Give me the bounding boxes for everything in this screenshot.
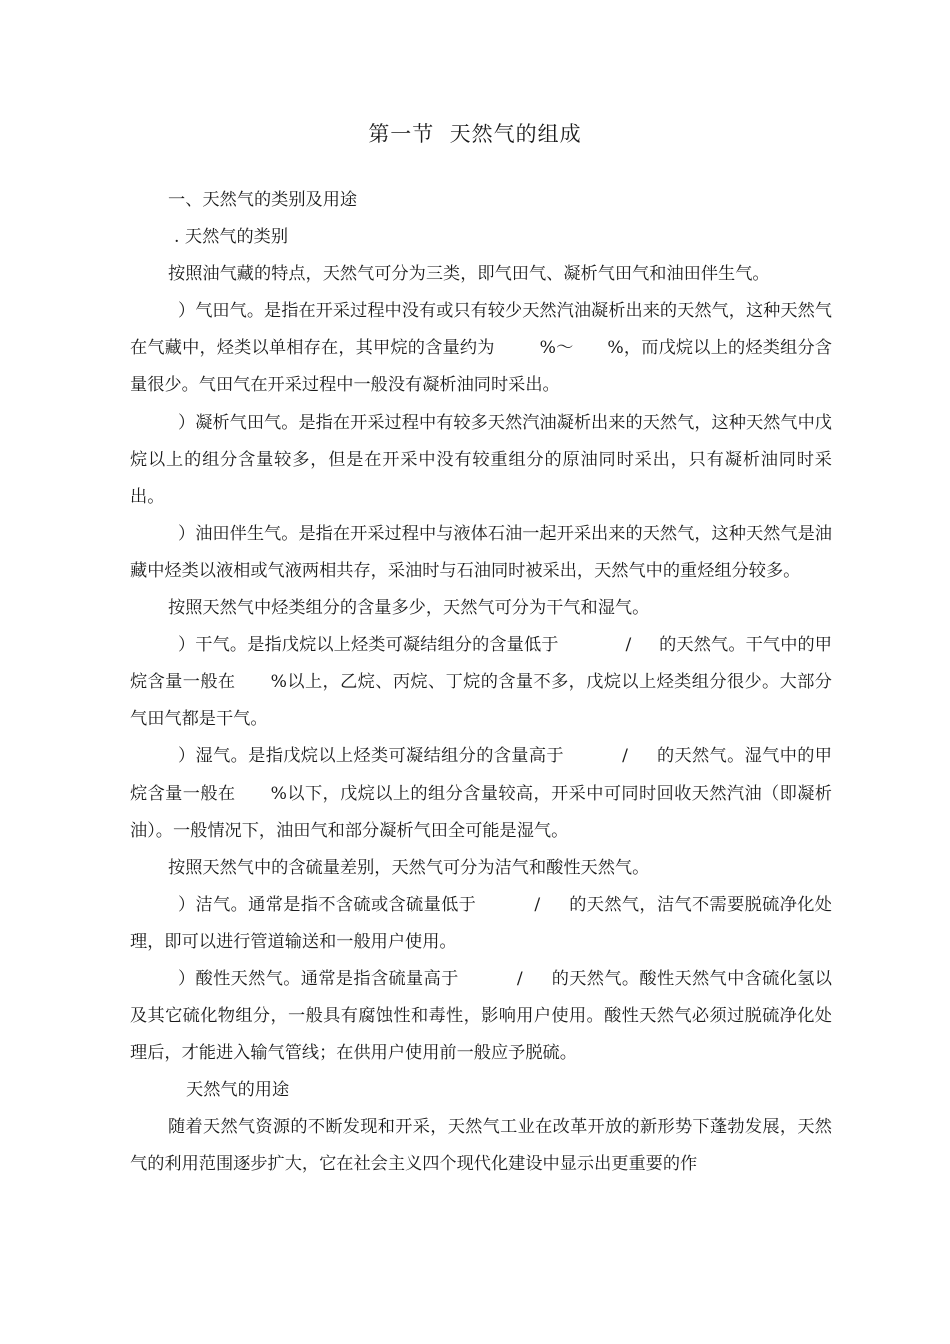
paragraph: 随着天然气资源的不断发现和开采，天然气工业在改革开放的新形势下蓬勃发展，天然气的利用范围逐步扩大，它在社会主义四个现代化建设中显示出更重要的作	[130, 1117, 832, 1175]
list-item: ）酸性天然气。通常是指含硫量高于 / 的天然气。酸性天然气中含硫化氢以及其它硫化物组分，一般具有腐蚀性和毒性，影响用户使用。酸性天然气必须过脱硫净化处理后，才能进入输气管线；在供用户使用前一般应予脱硫。	[130, 968, 832, 1064]
paragraph: 按照天然气中的含硫量差别，天然气可分为洁气和酸性天然气。	[168, 857, 650, 878]
subsection-heading: . 天然气的类别	[174, 227, 289, 248]
document-body	[130, 182, 832, 1184]
section-heading: 一、天然气的类别及用途	[168, 190, 358, 210]
list-item: ）气田气。是指在开采过程中没有或只有较少天然汽油凝析出来的天然气，这种天然气在气藏中，烃类以单相存在，其甲烷的含量约为 %～ %，而戊烷以上的烃类组分含量很少。气田气在开采过程中一般没有凝析油同时采出。	[130, 301, 832, 396]
list-item: ）干气。是指戊烷以上烃类可凝结组分的含量低于 / 的天然气。干气中的甲烷含量一般在 %以上，乙烷、丙烷、丁烷的含量不多，戊烷以上烃类组分很少。大部分气田气都是干气。	[130, 635, 832, 730]
paragraph: 按照油气藏的特点，天然气可分为三类，即气田气、凝析气田气和油田伴生气。	[168, 264, 770, 285]
list-item: ）洁气。通常是指不含硫或含硫量低于 / 的天然气，洁气不需要脱硫净化处理，即可以进行管道输送和一般用户使用。	[130, 894, 832, 952]
list-item: ）凝析气田气。是指在开采过程中有较多天然汽油凝析出来的天然气，这种天然气中戊烷以上的组分含量较多，但是在开采中没有较重组分的原油同时采出，只有凝析油同时采出。	[130, 412, 832, 507]
page-title: 第一节 天然气的组成	[368, 122, 582, 146]
subsection-heading: 天然气的用途	[186, 1080, 290, 1101]
list-item: ）油田伴生气。是指在开采过程中与液体石油一起开采出来的天然气，这种天然气是油藏中烃类以液相或气液两相共存，采油时与石油同时被采出，天然气中的重烃组分较多。	[130, 523, 832, 581]
paragraph: 按照天然气中烃类组分的含量多少，天然气可分为干气和湿气。	[168, 598, 650, 619]
list-item: ）湿气。是指戊烷以上烃类可凝结组分的含量高于 / 的天然气。湿气中的甲烷含量一般在 %以下，戊烷以上的组分含量较高，开采中可同时回收天然汽油（即凝析油）。一般情况下，油田气和部分凝析气田全可能是湿气。	[130, 746, 832, 841]
